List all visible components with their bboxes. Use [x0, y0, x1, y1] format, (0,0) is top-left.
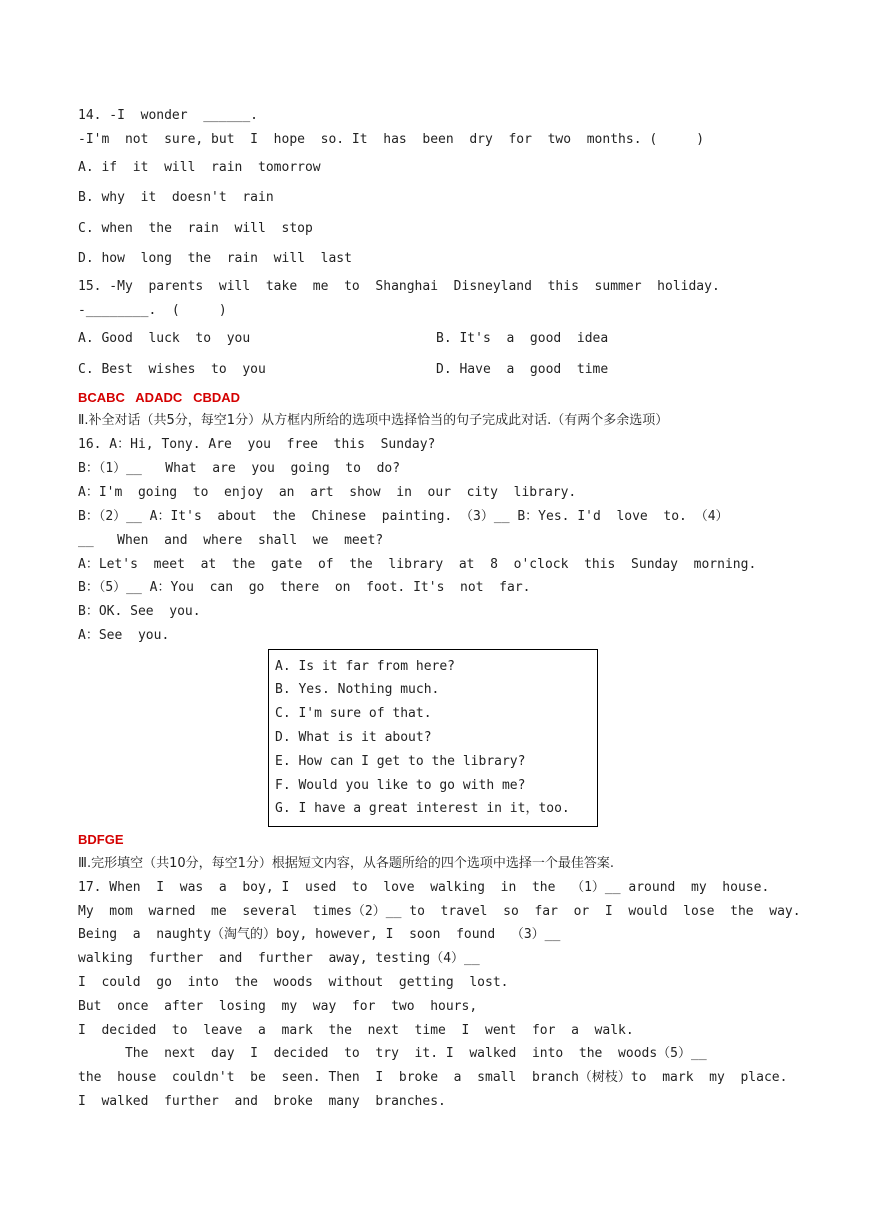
dialogue-line-7: B：（5）__ A：You can go there on foot. It's not far.: [78, 580, 531, 595]
passage-line-7: I decided to leave a mark the next time I went for a walk.: [78, 1023, 634, 1038]
passage-line-10: I walked further and broke many branches.: [78, 1094, 446, 1109]
q15-option-a: A. Good luck to you: [78, 331, 251, 346]
dialogue-line-9: A：See you.: [78, 628, 170, 643]
passage-line-1: 17. When I was a boy, I used to love walking in the （1）__ around my house.: [78, 880, 770, 895]
q14-option-d: D. how long the rain will last: [78, 251, 352, 266]
box-option-c: C. I'm sure of that.: [275, 706, 432, 721]
box-option-a: A. Is it far from here?: [275, 659, 456, 674]
q14-option-c: C. when the rain will stop: [78, 221, 313, 236]
box-option-g: G. I have a great interest in it，too.: [275, 801, 570, 816]
dialogue-line-2: B：（1）__ What are you going to do?: [78, 461, 401, 476]
box-option-b: B. Yes. Nothing much.: [275, 682, 440, 697]
q15-option-b: B. It's a good idea: [436, 331, 609, 346]
section2-heading: Ⅱ.补全对话（共5分，每空1分）从方框内所给的选项中选择恰当的句子完成此对话.（有两个多余选项）: [78, 413, 669, 428]
dialogue-line-5: __ When and where shall we meet?: [78, 533, 384, 548]
q15-option-c: C. Best wishes to you: [78, 362, 266, 377]
dialogue-line-6: A：Let's meet at the gate of the library at 8 o'clock this Sunday morning.: [78, 557, 757, 572]
answer-key-section2: BDFGE: [78, 832, 124, 847]
box-option-f: F. Would you like to go with me?: [275, 778, 526, 793]
q15-reply: -________. ( ): [78, 303, 227, 318]
dialogue-line-1: 16. A：Hi, Tony. Are you free this Sunday?: [78, 437, 436, 452]
passage-line-6: But once after losing my way for two hours,: [78, 999, 478, 1014]
box-option-d: D. What is it about?: [275, 730, 432, 745]
answer-key-section1: BCABC ADADC CBDAD: [78, 390, 241, 405]
dialogue-options-box: [268, 649, 598, 827]
dialogue-line-4: B：（2）__ A：It's about the Chinese painting. （3）__ B：Yes. I'd love to. （4）: [78, 509, 729, 524]
q14-stem: 14. -I wonder ______.: [78, 108, 259, 123]
dialogue-line-8: B：OK. See you.: [78, 604, 201, 619]
passage-line-9: the house couldn't be seen. Then I broke a small branch（树枝）to mark my place.: [78, 1070, 788, 1085]
passage-line-5: I could go into the woods without getting lost.: [78, 975, 509, 990]
box-option-e: E. How can I get to the library?: [275, 754, 526, 769]
passage-line-4: walking further and further away, testing（4）__: [78, 951, 480, 966]
passage-line-2: My mom warned me several times（2）__ to travel so far or I would lose the way.: [78, 904, 801, 919]
q15-stem: 15. -My parents will take me to Shanghai Disneyland this summer holiday.: [78, 279, 720, 294]
passage-line-3: Being a naughty（淘气的）boy, however, I soon found （3）__: [78, 927, 561, 942]
q15-option-d: D. Have a good time: [436, 362, 609, 377]
q14-option-b: B. why it doesn't rain: [78, 190, 274, 205]
dialogue-line-3: A：I'm going to enjoy an art show in our city library.: [78, 485, 577, 500]
section3-heading: Ⅲ.完形填空（共10分，每空1分）根据短文内容，从各题所给的四个选项中选择一个最佳答案.: [78, 856, 615, 871]
q14-option-a: A. if it will rain tomorrow: [78, 160, 321, 175]
passage-line-8: The next day I decided to try it. I walked into the woods（5）__: [78, 1046, 707, 1061]
q14-reply: -I'm not sure, but I hope so. It has been dry for two months. ( ): [78, 132, 705, 147]
